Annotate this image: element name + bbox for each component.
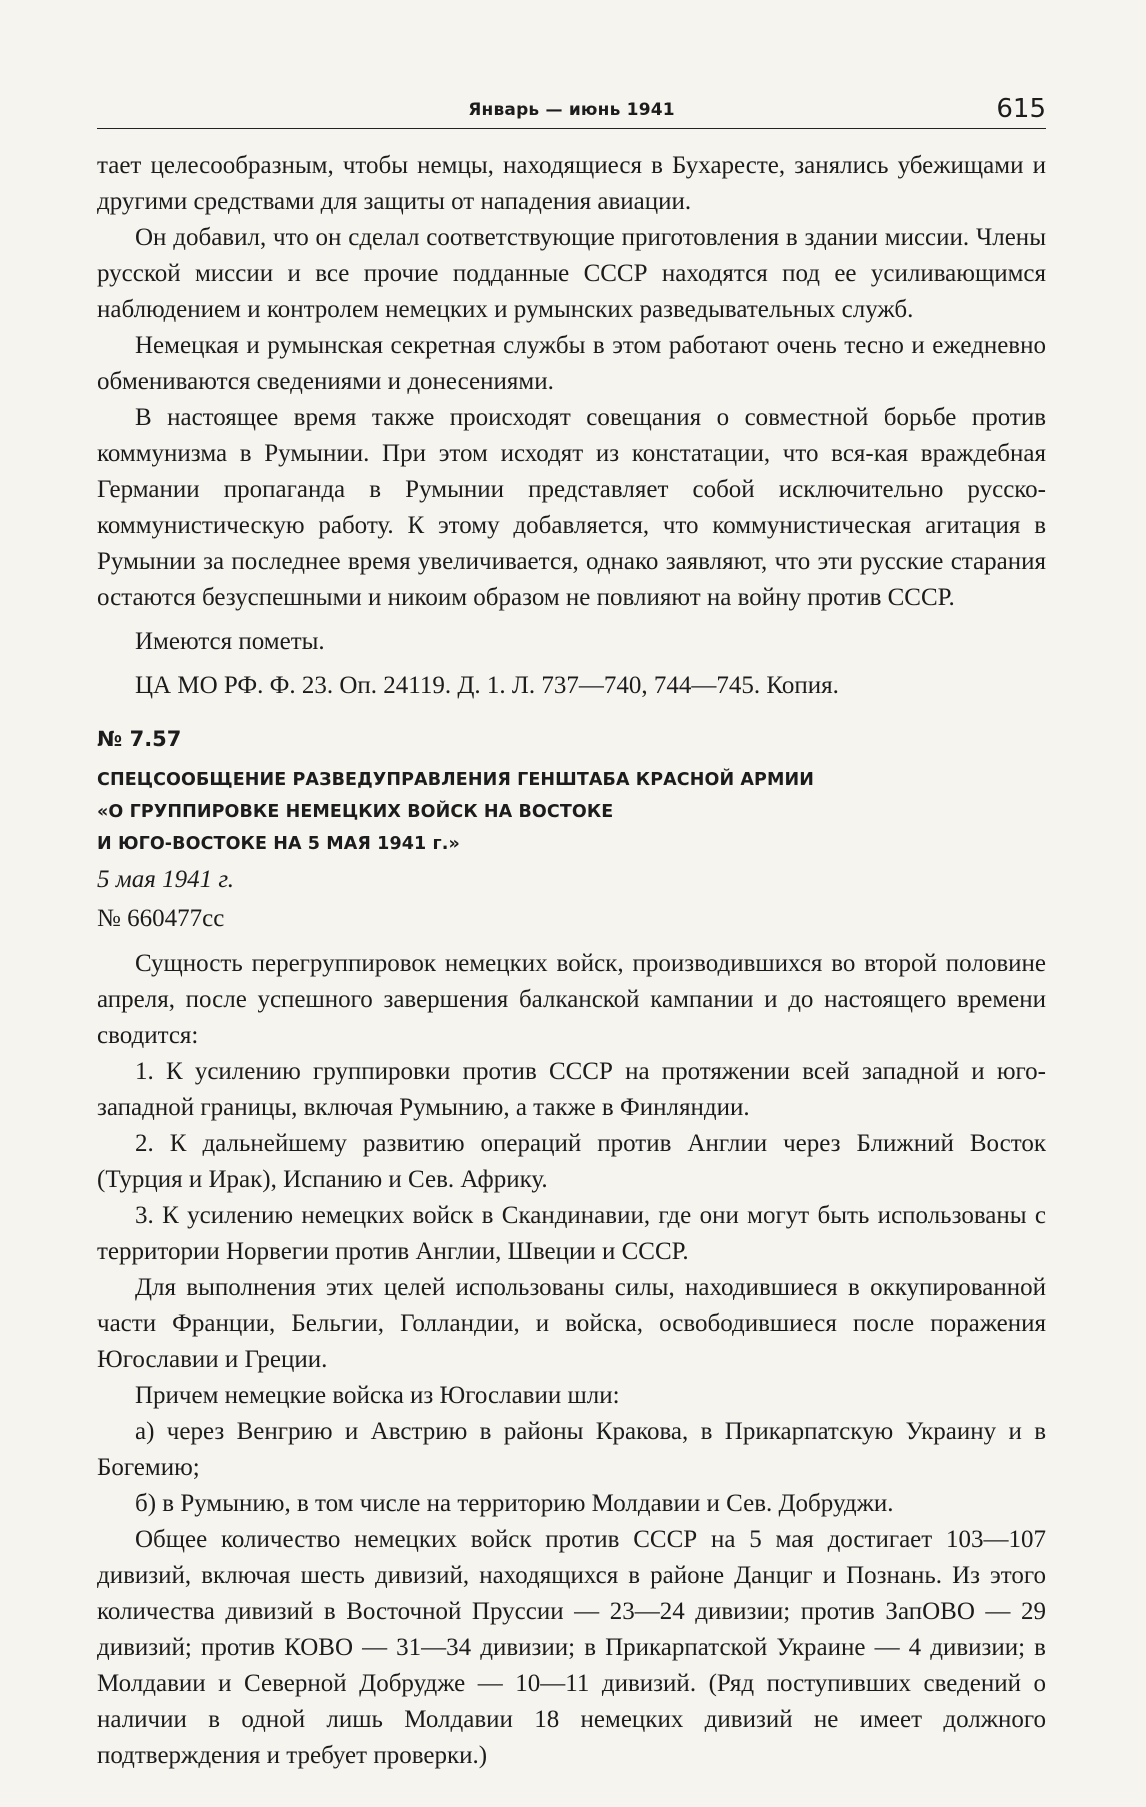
paragraph: В настоящее время также происходят совещания о совместной борьбе против коммунизма в Румынии. При этом исходят из констатации, что вся-кая враждебная Германии пропаганда в Румынии представляет собой исключительно русско-коммунистическую работу. К этому добавляется, что коммунистическая агитация в Румынии за последнее время увеличивается, однако заявляют, что эти русские старания остаются безуспешными и никоим образом не повлияют на войну против СССР.	[97, 404, 1046, 611]
running-title: Январь — июнь 1941	[468, 100, 675, 120]
paragraph: Причем немецкие войска из Югославии шли:	[135, 1382, 620, 1409]
archive-reference: ЦА МО РФ. Ф. 23. Оп. 24119. Д. 1. Л. 737—740, 744—745. Копия.	[135, 672, 839, 699]
list-item: 1. К усилению группировки против СССР на протяжении всей западной и юго-западной границы, включая Румынию, а также в Финляндии.	[97, 1058, 1046, 1121]
list-item: 3. К усилению немецких войск в Скандинавии, где они могут быть использованы с территории Норвегии против Англии, Швеции и СССР.	[97, 1202, 1046, 1265]
paragraph-continued: тает целесообразным, чтобы немцы, находящиеся в Бухаресте, занялись убежищами и другими средствами для защиты от нападения авиации.	[97, 152, 1046, 215]
document-date: 5 мая 1941 г.	[97, 866, 234, 893]
paragraph: Для выполнения этих целей использованы силы, находившиеся в оккупированной части Франции, Бельгии, Голландии, и войска, освободившиеся после поражения Югославии и Греции.	[97, 1274, 1046, 1373]
paragraph: Он добавил, что он сделал соответствующие приготовления в здании миссии. Члены русской миссии и все прочие подданные СССР находятся под ее усиливающимся наблюдением и контролем немецких и румынских разведывательных служб.	[97, 224, 1046, 323]
document-number: № 7.57	[97, 727, 182, 751]
list-item: б) в Румынию, в том числе на территорию Молдавии и Сев. Добруджи.	[135, 1490, 894, 1517]
list-item: 2. К дальнейшему развитию операций против Англии через Ближний Восток (Турция и Ирак), Испанию и Сев. Африку.	[97, 1130, 1046, 1193]
list-item: а) через Венгрию и Австрию в районы Кракова, в Прикарпатскую Украину и в Богемию;	[97, 1418, 1046, 1481]
heading-line: СПЕЦСООБЩЕНИЕ РАЗВЕДУПРАВЛЕНИЯ ГЕНШТАБА КРАСНОЙ АРМИИ	[97, 770, 814, 790]
marks-note: Имеются пометы.	[135, 628, 325, 655]
paragraph: Сущность перегруппировок немецких войск, производившихся во второй половине апреля, после успешного завершения балканской кампании и до настоящего времени сводится:	[97, 950, 1046, 1049]
running-header	[97, 96, 1046, 129]
heading-line: И ЮГО-ВОСТОКЕ НА 5 МАЯ 1941 г.»	[97, 834, 460, 854]
paragraph: Немецкая и румынская секретная службы в этом работают очень тесно и ежедневно обмениваются сведениями и донесениями.	[97, 332, 1046, 395]
paragraph: Общее количество немецких войск против СССР на 5 мая достигает 103—107 дивизий, включая шесть дивизий, находящихся в районе Данциг и Познань. Из этого количества дивизий в Восточной Пруссии — 23—24 дивизии; против ЗапОВО — 29 дивизий; против КОВО — 31—34 дивизии; в Прикарпатской Украине — 4 дивизии; в Молдавии и Северной Добрудже — 10—11 дивизий. (Ряд поступивших сведений о наличии в одной лишь Молдавии 18 немецких дивизий не имеет должного подтверждения и требует проверки.)	[97, 1526, 1046, 1769]
page-number: 615	[996, 94, 1046, 124]
document-heading	[97, 764, 1046, 860]
heading-line: «О ГРУППИРОВКЕ НЕМЕЦКИХ ВОЙСК НА ВОСТОКЕ	[97, 802, 614, 822]
document-reference: № 660477сс	[97, 905, 225, 932]
page-body	[97, 148, 1046, 1774]
